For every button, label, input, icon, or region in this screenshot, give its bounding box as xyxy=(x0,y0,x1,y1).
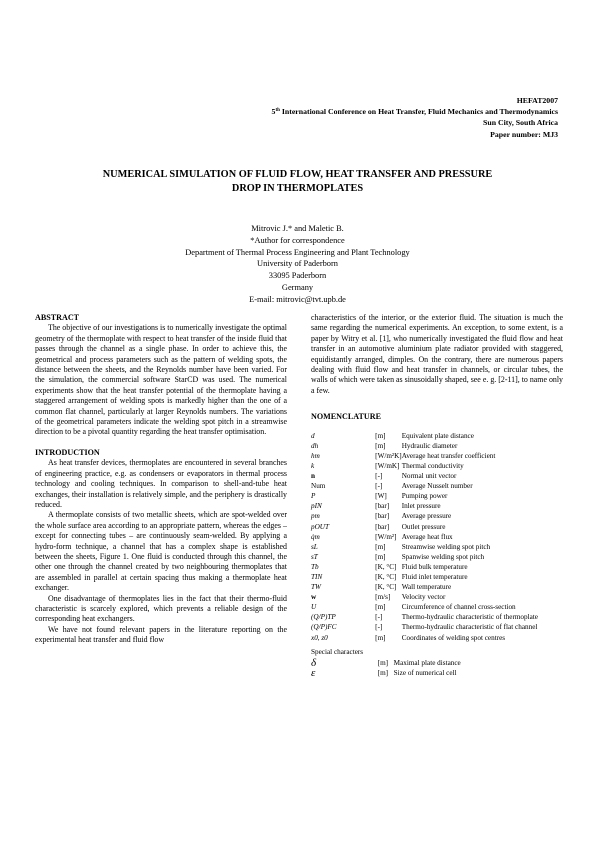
paper-title xyxy=(60,168,535,195)
symbol: d xyxy=(311,431,315,440)
symbol: sT xyxy=(311,552,318,561)
conference-acronym: HEFAT2007 xyxy=(516,96,558,105)
symbol: δ xyxy=(311,657,317,670)
nomenclature-heading: NOMENCLATURE xyxy=(311,412,381,422)
description: Circumference of channel cross-section xyxy=(401,603,516,612)
description: Average pressure xyxy=(401,512,452,521)
nomenclature-row xyxy=(311,491,563,501)
unit: [K, °C] xyxy=(375,562,397,571)
symbol: U xyxy=(311,603,317,612)
unit: [W/mK] xyxy=(375,461,400,470)
introduction-heading: INTRODUCTION xyxy=(35,447,100,457)
unit: [bar] xyxy=(375,502,390,511)
symbol: x0, z0 xyxy=(311,633,328,642)
description: Inlet pressure xyxy=(401,502,441,511)
unit: [m] xyxy=(377,669,389,678)
unit: [m] xyxy=(375,603,386,612)
description: Spanwise welding spot pitch xyxy=(401,552,485,561)
description: Normal unit vector xyxy=(401,472,457,481)
author-block xyxy=(100,223,495,306)
nomenclature-row xyxy=(311,633,563,643)
nomenclature-row xyxy=(311,451,563,461)
nomenclature-row xyxy=(311,471,563,481)
unit: [m] xyxy=(375,633,386,642)
correspondence-note: *Author for correspondence xyxy=(250,235,345,245)
country: Germany xyxy=(281,282,314,292)
nomenclature-row xyxy=(311,441,563,451)
description: Average Nusselt number xyxy=(401,482,473,491)
department: Department of Thermal Process Engineering and Plant Technology xyxy=(185,247,410,257)
intro-paragraph-4: We have not found relevant papers in the literature reporting on the experimental heat transfer and fluid flow xyxy=(35,624,287,645)
description: Fluid inlet temperature xyxy=(401,572,468,581)
symbol: pm xyxy=(311,512,320,521)
description: Outlet pressure xyxy=(401,522,446,531)
unit: [m/s] xyxy=(375,593,391,602)
nomenclature-row xyxy=(311,501,563,511)
nomenclature-row xyxy=(311,622,563,632)
intro-paragraph-3: One disadvantage of thermoplates lies in the fact that their thermo-fluid characteristic is scarcely explored, which prevents a reliable design of the corresponding heat exchangers. xyxy=(35,593,287,624)
unit: [-] xyxy=(375,472,383,481)
left-column xyxy=(35,313,287,646)
special-row xyxy=(311,668,563,678)
nomenclature-row xyxy=(311,552,563,562)
nomenclature-row xyxy=(311,562,563,572)
description: Velocity vector xyxy=(401,593,446,602)
author-names: Mitrovic J.* and Maletic B. xyxy=(251,224,344,233)
symbol: hm xyxy=(311,451,320,460)
symbol: sL xyxy=(311,542,318,551)
conference-header xyxy=(272,95,558,140)
unit: [W/m²] xyxy=(375,532,397,541)
nomenclature-row xyxy=(311,481,563,491)
unit: [W] xyxy=(375,492,387,501)
unit: [bar] xyxy=(375,522,390,531)
conference-name: 5th International Conference on Heat Transfer, Fluid Mechanics and Thermodynamics xyxy=(271,107,558,117)
symbol: k xyxy=(311,461,315,470)
special-characters-table xyxy=(311,658,563,678)
description: Thermo-hydraulic characteristic of flat channel xyxy=(401,623,538,632)
nomenclature-row xyxy=(311,572,563,582)
unit: [-] xyxy=(375,482,383,491)
abstract-text: The objective of our investigations is to numerically investigate the optimal geometry of the thermoplate with respect to heat transfer of the inside fluid that passes through the channel as a single phase. In order to achieve this, the geometrical and process parameters such as the pattern of welding spots, the distance between the sheets, and the Reynolds number have been varied. For the simulation, the commercial software StarCD was used. The numerical experiments show that the heat transfer potential of the thermoplate having a staggered arrangement of welding spots is markedly higher than the one of a common flat channel, particularly at larger Reynolds numbers. The variations of the geometrical parameters indicate the welding spot pitch in a streamwise direction to be a pivotal quantity regarding the heat transfer optimisation. xyxy=(35,323,287,437)
unit: [m] xyxy=(375,552,386,561)
description: Thermo-hydraulic characteristic of thermoplate xyxy=(401,613,538,622)
symbol: n xyxy=(311,472,315,481)
description: Average heat flux xyxy=(401,532,453,541)
special-row xyxy=(311,658,563,668)
description: Streamwise welding spot pitch xyxy=(401,542,491,551)
unit: [bar] xyxy=(375,512,390,521)
description: Equivalent plate distance xyxy=(401,431,474,440)
symbol: pIN xyxy=(311,502,322,511)
description: Thermal conductivity xyxy=(401,461,464,470)
nomenclature-row xyxy=(311,592,563,602)
unit: [m] xyxy=(375,431,386,440)
intro-paragraph-continued: characteristics of the interior, or the exterior fluid. The situation is much the same regarding the numerical experiments. An exception, to some extent, is a paper by Witry et al. [1], who numerically investigated the fluid flow and heat transfer in an automotive aluminium plate radiator provided with staggered, equidistantly arranged, dimples. On the contrary, there are numerous papers dealing with fluid flow and heat transfer in channels, or circular tubes, the walls of which were taken as sinusoidally shaped, see e. g. [2-11], to name only a few. xyxy=(311,313,563,395)
unit: [-] xyxy=(375,613,383,622)
description: Fluid bulk temperature xyxy=(401,562,468,571)
intro-paragraph-1: As heat transfer devices, thermoplates are encountered in several branches of engineering practice, e.g. as condensers or evaporators in thermal process technology and cooling techniques. In comparison to shell-and-tube heat exchanges, their installation is relatively simple, and the periphery is drastically reduced. xyxy=(35,458,287,509)
title-line-2: DROP IN THERMOPLATES xyxy=(231,182,364,194)
unit: [K, °C] xyxy=(375,572,397,581)
symbol: ε xyxy=(311,667,316,680)
intro-paragraph-2: A thermoplate consists of two metallic sheets, which are spot-welded over the whole surface area according to an appropriate pattern, whereas the edges – except for connecting tubes – are continuously seam-welded. By applying a hydro-form technique, a channel that has a complex shape is established between the sheets, Figure 1. One fluid is conducted through this channel, the other one through the channel created by two neighbouring thermoplates that are assembled in parallel at certain spacing thus making a thermoplate heat exchanger. xyxy=(35,510,287,593)
paper-number: Paper number: MJ3 xyxy=(490,129,558,139)
description: Coordinates of welding spot centres xyxy=(401,633,506,642)
unit: [K, °C] xyxy=(375,583,397,592)
title-line-1: NUMERICAL SIMULATION OF FLUID FLOW, HEAT TRANSFER AND PRESSURE xyxy=(102,169,493,180)
unit: [-] xyxy=(375,623,383,632)
symbol: (Q/P)TP xyxy=(311,613,336,622)
abstract-heading: ABSTRACT xyxy=(35,313,80,322)
nomenclature-row xyxy=(311,431,563,441)
nomenclature-table xyxy=(311,431,563,643)
symbol: Tb xyxy=(311,562,319,571)
email[interactable]: E-mail: mitrovic@tvt.upb.de xyxy=(249,294,346,304)
university: University of Paderborn xyxy=(257,259,338,269)
unit: [W/m²K] xyxy=(375,451,402,460)
description: Average heat transfer coefficient xyxy=(401,451,496,460)
description: Hydraulic diameter xyxy=(401,441,458,450)
symbol: q̇m xyxy=(311,532,320,541)
symbol: dh xyxy=(311,441,319,450)
symbol: TIN xyxy=(311,572,323,581)
right-column xyxy=(311,313,563,678)
nomenclature-row xyxy=(311,522,563,532)
nomenclature-row xyxy=(311,542,563,552)
nomenclature-row xyxy=(311,461,563,471)
symbol: (Q/P)FC xyxy=(311,623,337,632)
nomenclature-row xyxy=(311,511,563,521)
conference-location: Sun City, South Africa xyxy=(483,118,558,128)
description: Size of numerical cell xyxy=(393,669,457,678)
description: Pumping power xyxy=(401,492,448,501)
nomenclature-row xyxy=(311,532,563,542)
description: Wall temperature xyxy=(401,583,452,592)
unit: [m] xyxy=(375,542,386,551)
symbol: pOUT xyxy=(311,522,329,531)
description: Maximal plate distance xyxy=(393,659,461,668)
nomenclature-row xyxy=(311,612,563,622)
symbol: Num xyxy=(311,482,326,491)
postcode: 33095 Paderborn xyxy=(268,271,327,281)
symbol: P xyxy=(311,492,316,501)
nomenclature-row xyxy=(311,582,563,592)
symbol: w xyxy=(311,593,317,602)
special-characters-heading: Special characters xyxy=(311,647,364,656)
symbol: TW xyxy=(311,583,321,592)
unit: [m] xyxy=(377,659,389,668)
nomenclature-row xyxy=(311,602,563,612)
unit: [m] xyxy=(375,441,386,450)
